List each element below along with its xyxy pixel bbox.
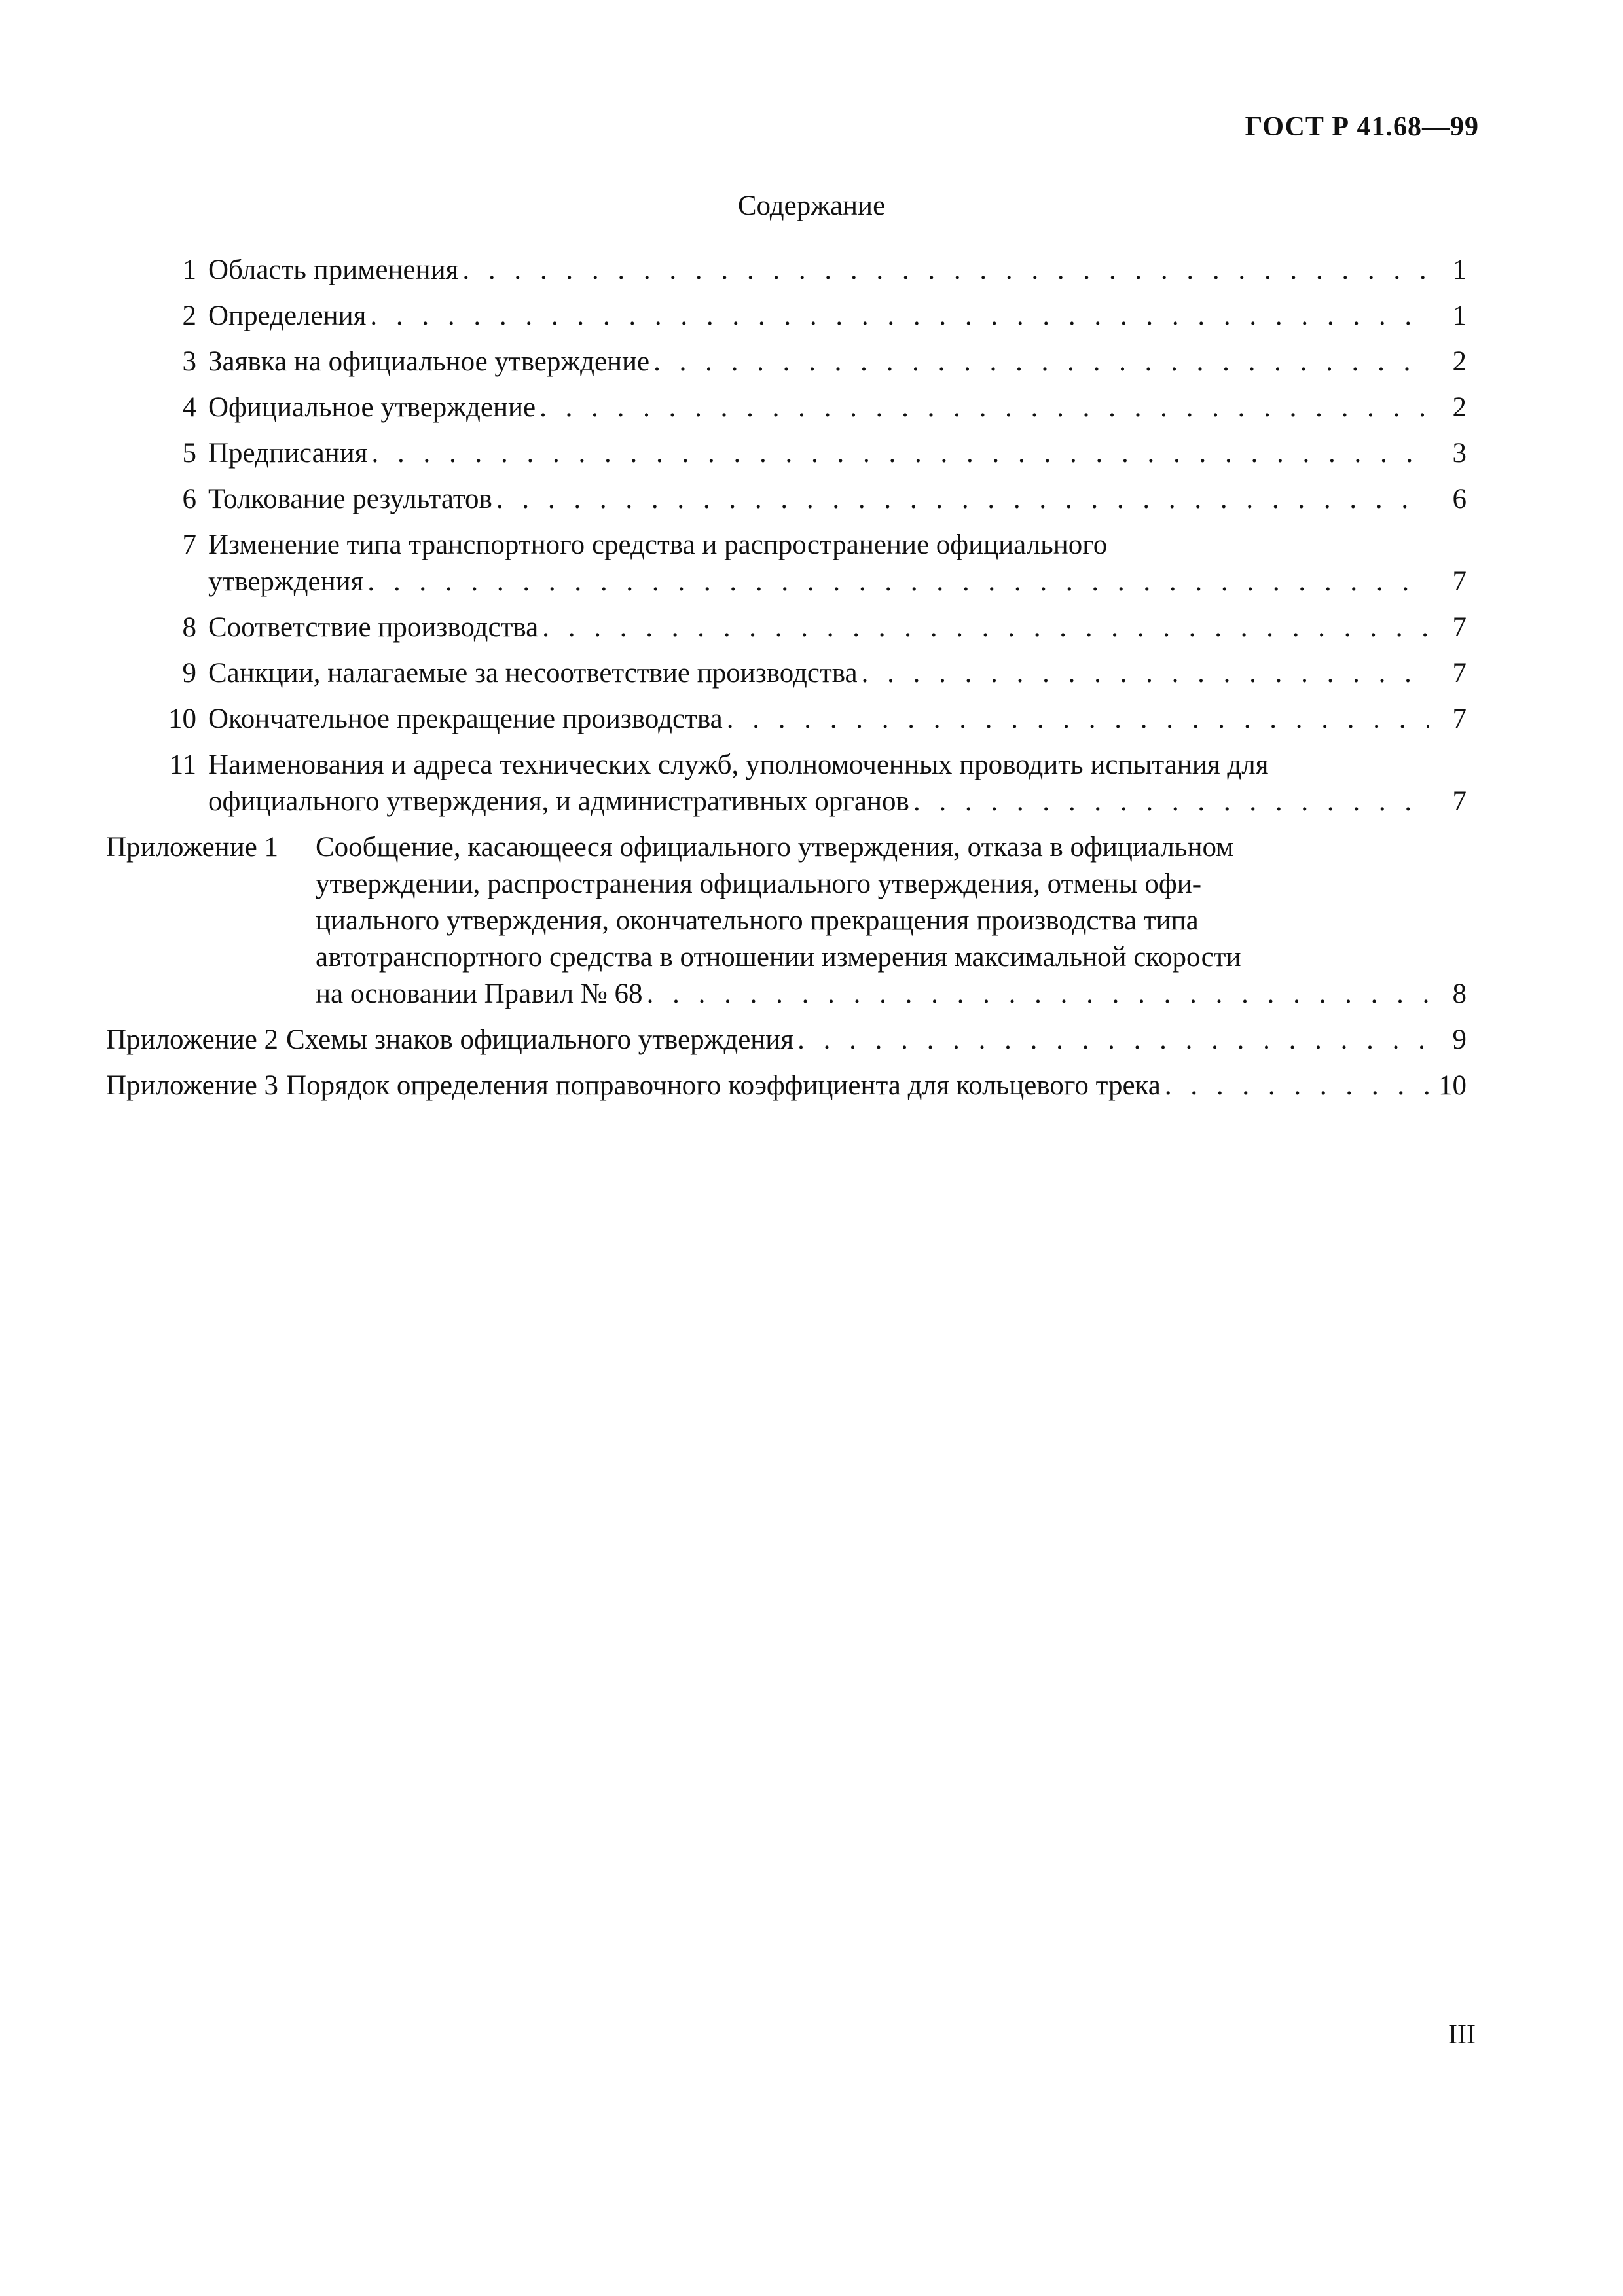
appendix-page: 8 xyxy=(1452,978,1467,1009)
appendix-title-continued: автотранспортного средства в отношении измерения максимальной скорости xyxy=(316,942,1241,973)
toc-entry-11[interactable] xyxy=(157,747,1467,820)
toc-entry-number: 3 xyxy=(182,346,196,377)
appendix-label: Приложение 1 xyxy=(106,832,279,863)
toc-entry-page: 1 xyxy=(1452,300,1467,331)
appendix-title: Схемы знаков официального утверждения xyxy=(286,1024,794,1055)
dot-leader xyxy=(370,298,1429,334)
toc-entry-number: 4 xyxy=(182,392,196,423)
table-of-contents xyxy=(106,252,1467,1113)
toc-entry-page: 7 xyxy=(1452,566,1467,597)
toc-entry-number: 9 xyxy=(182,658,196,689)
appendix-title-continued: на основании Правил № 68 xyxy=(316,978,643,1009)
toc-entry-page: 7 xyxy=(1452,658,1467,689)
appendix-title: Сообщение, касающееся официального утверждения, отказа в официальном xyxy=(316,832,1234,863)
toc-entry-page: 3 xyxy=(1452,438,1467,469)
toc-entry-page: 7 xyxy=(1452,704,1467,734)
toc-appendix-1[interactable] xyxy=(106,829,1467,1013)
toc-entry-number: 5 xyxy=(182,438,196,469)
toc-entry-title-continued: официального утверждения, и административных органов xyxy=(208,786,909,817)
toc-entry-number: 2 xyxy=(182,300,196,331)
toc-entry-title: Определения xyxy=(208,300,367,331)
toc-entry-title: Область применения xyxy=(208,255,459,285)
toc-entry-7[interactable] xyxy=(157,527,1467,600)
appendix-page: 9 xyxy=(1452,1024,1467,1055)
toc-entry-page: 2 xyxy=(1452,392,1467,423)
toc-title: Содержание xyxy=(737,190,886,221)
toc-entry-title: Изменение типа транспортного средства и распространение официального xyxy=(208,529,1108,560)
toc-entry-page: 2 xyxy=(1452,346,1467,377)
toc-entry-title: Окончательное прекращение производства xyxy=(208,704,723,734)
toc-entry-10[interactable] xyxy=(157,701,1467,738)
toc-entry-number: 11 xyxy=(169,749,196,780)
toc-entry-title: Заявка на официальное утверждение xyxy=(208,346,650,377)
toc-entry-number: 7 xyxy=(182,529,196,560)
toc-entry-page: 7 xyxy=(1452,786,1467,817)
toc-entry-title-continued: утверждения xyxy=(208,566,364,597)
dot-leader xyxy=(1165,1067,1429,1104)
toc-entry-number: 6 xyxy=(182,484,196,514)
toc-entry-number: 8 xyxy=(182,612,196,643)
dot-leader xyxy=(496,481,1429,518)
toc-appendix-3[interactable] xyxy=(106,1067,1467,1104)
dot-leader xyxy=(862,655,1429,692)
dot-leader xyxy=(371,435,1429,472)
toc-entry-page: 6 xyxy=(1452,484,1467,514)
toc-entry-title: Предписания xyxy=(208,438,368,469)
toc-entry-9[interactable] xyxy=(157,655,1467,692)
dot-leader xyxy=(367,564,1429,600)
toc-entry-6[interactable] xyxy=(157,481,1467,518)
toc-entry-5[interactable] xyxy=(157,435,1467,472)
toc-entry-page: 7 xyxy=(1452,612,1467,643)
toc-entry-2[interactable] xyxy=(157,298,1467,334)
toc-entry-title: Санкции, налагаемые за несоответствие производства xyxy=(208,658,858,689)
toc-entry-title: Наименования и адреса технических служб, уполномоченных проводить испытания для xyxy=(208,749,1269,780)
dot-leader xyxy=(797,1022,1429,1058)
toc-entry-title: Соответствие производства xyxy=(208,612,539,643)
toc-entry-page: 1 xyxy=(1452,255,1467,285)
toc-entry-number: 1 xyxy=(182,255,196,285)
dot-leader xyxy=(653,344,1429,380)
dot-leader xyxy=(542,609,1429,646)
appendix-title: Порядок определения поправочного коэффициента для кольцевого трека xyxy=(286,1070,1161,1101)
dot-leader xyxy=(727,701,1429,738)
appendix-title-continued: циального утверждения, окончательного прекращения производства типа xyxy=(316,905,1199,936)
document-standard-number: ГОСТ Р 41.68—99 xyxy=(1245,112,1479,142)
toc-entry-1[interactable] xyxy=(157,252,1467,289)
dot-leader xyxy=(539,389,1429,426)
dot-leader xyxy=(647,976,1429,1013)
appendix-label: Приложение 2 xyxy=(106,1024,279,1055)
toc-entry-8[interactable] xyxy=(157,609,1467,646)
toc-entry-title: Толкование результатов xyxy=(208,484,492,514)
toc-entry-number: 10 xyxy=(168,704,196,734)
appendix-page: 10 xyxy=(1438,1070,1467,1101)
dot-leader xyxy=(462,252,1429,289)
page-number: III xyxy=(1448,2020,1476,2050)
toc-appendix-2[interactable] xyxy=(106,1022,1467,1058)
appendix-label: Приложение 3 xyxy=(106,1070,279,1101)
appendix-title-continued: утверждении, распространения официального утверждения, отмены офи- xyxy=(316,869,1202,899)
dot-leader xyxy=(913,783,1429,820)
toc-entry-title: Официальное утверждение xyxy=(208,392,536,423)
toc-entry-3[interactable] xyxy=(157,344,1467,380)
toc-entry-4[interactable] xyxy=(157,389,1467,426)
